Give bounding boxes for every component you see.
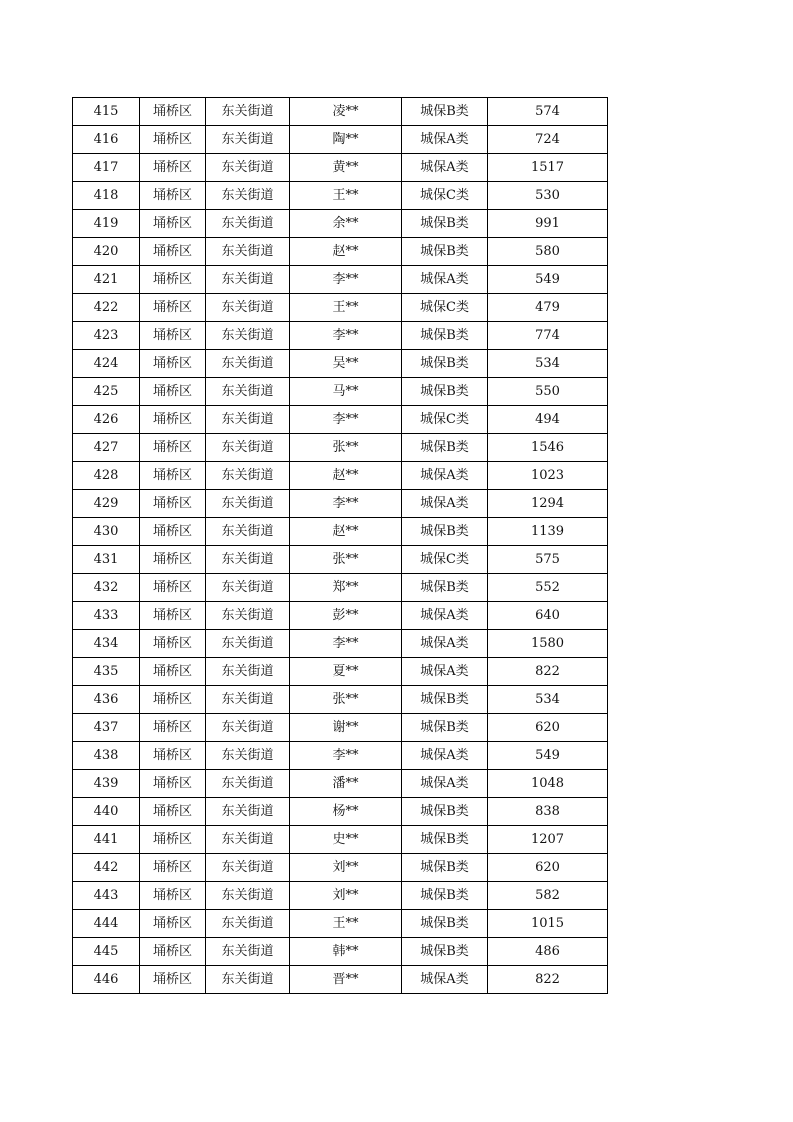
row-number-cell: 425: [73, 378, 140, 406]
amount-cell: 822: [488, 658, 608, 686]
street-cell: 东关街道: [206, 854, 290, 882]
district-cell: 埇桥区: [140, 350, 206, 378]
table-row: [73, 770, 608, 798]
name-cell: 赵**: [290, 462, 402, 490]
street-cell: 东关街道: [206, 98, 290, 126]
insurance-type-cell: 城保B类: [402, 518, 488, 546]
table-row: [73, 518, 608, 546]
insurance-type-cell: 城保B类: [402, 826, 488, 854]
row-number-cell: 426: [73, 406, 140, 434]
table-row: [73, 630, 608, 658]
row-number-cell: 421: [73, 266, 140, 294]
name-cell: 李**: [290, 630, 402, 658]
street-cell: 东关街道: [206, 294, 290, 322]
amount-cell: 1207: [488, 826, 608, 854]
row-number-cell: 415: [73, 98, 140, 126]
district-cell: 埇桥区: [140, 854, 206, 882]
insurance-type-cell: 城保B类: [402, 434, 488, 462]
table-row: [73, 714, 608, 742]
row-number-cell: 432: [73, 574, 140, 602]
insurance-type-cell: 城保A类: [402, 630, 488, 658]
district-cell: 埇桥区: [140, 518, 206, 546]
table-row: [73, 434, 608, 462]
table-row: [73, 266, 608, 294]
street-cell: 东关街道: [206, 322, 290, 350]
table-row: [73, 854, 608, 882]
insurance-type-cell: 城保A类: [402, 602, 488, 630]
table-row: [73, 966, 608, 994]
insurance-type-cell: 城保B类: [402, 938, 488, 966]
row-number-cell: 443: [73, 882, 140, 910]
district-cell: 埇桥区: [140, 490, 206, 518]
name-cell: 赵**: [290, 518, 402, 546]
row-number-cell: 417: [73, 154, 140, 182]
amount-cell: 1517: [488, 154, 608, 182]
street-cell: 东关街道: [206, 658, 290, 686]
insurance-type-cell: 城保C类: [402, 546, 488, 574]
amount-cell: 574: [488, 98, 608, 126]
district-cell: 埇桥区: [140, 602, 206, 630]
insurance-type-cell: 城保B类: [402, 350, 488, 378]
insurance-type-cell: 城保B类: [402, 238, 488, 266]
name-cell: 余**: [290, 210, 402, 238]
name-cell: 李**: [290, 266, 402, 294]
insurance-type-cell: 城保B类: [402, 882, 488, 910]
amount-cell: 774: [488, 322, 608, 350]
amount-cell: 549: [488, 742, 608, 770]
amount-cell: 479: [488, 294, 608, 322]
street-cell: 东关街道: [206, 434, 290, 462]
amount-cell: 838: [488, 798, 608, 826]
street-cell: 东关街道: [206, 630, 290, 658]
table-row: [73, 294, 608, 322]
district-cell: 埇桥区: [140, 238, 206, 266]
district-cell: 埇桥区: [140, 126, 206, 154]
district-cell: 埇桥区: [140, 826, 206, 854]
name-cell: 韩**: [290, 938, 402, 966]
name-cell: 史**: [290, 826, 402, 854]
name-cell: 王**: [290, 294, 402, 322]
district-cell: 埇桥区: [140, 742, 206, 770]
row-number-cell: 439: [73, 770, 140, 798]
row-number-cell: 442: [73, 854, 140, 882]
street-cell: 东关街道: [206, 686, 290, 714]
table-row: [73, 98, 608, 126]
name-cell: 郑**: [290, 574, 402, 602]
row-number-cell: 428: [73, 462, 140, 490]
table-row: [73, 210, 608, 238]
district-cell: 埇桥区: [140, 154, 206, 182]
name-cell: 夏**: [290, 658, 402, 686]
district-cell: 埇桥区: [140, 98, 206, 126]
district-cell: 埇桥区: [140, 938, 206, 966]
roster-table: [72, 97, 608, 994]
row-number-cell: 422: [73, 294, 140, 322]
table-row: [73, 238, 608, 266]
insurance-type-cell: 城保A类: [402, 742, 488, 770]
street-cell: 东关街道: [206, 154, 290, 182]
amount-cell: 582: [488, 882, 608, 910]
table-row: [73, 602, 608, 630]
amount-cell: 550: [488, 378, 608, 406]
street-cell: 东关街道: [206, 742, 290, 770]
amount-cell: 552: [488, 574, 608, 602]
insurance-type-cell: 城保C类: [402, 182, 488, 210]
name-cell: 凌**: [290, 98, 402, 126]
insurance-type-cell: 城保B类: [402, 798, 488, 826]
table-row: [73, 574, 608, 602]
amount-cell: 822: [488, 966, 608, 994]
street-cell: 东关街道: [206, 518, 290, 546]
amount-cell: 1546: [488, 434, 608, 462]
street-cell: 东关街道: [206, 378, 290, 406]
amount-cell: 575: [488, 546, 608, 574]
amount-cell: 580: [488, 238, 608, 266]
name-cell: 张**: [290, 434, 402, 462]
name-cell: 张**: [290, 546, 402, 574]
name-cell: 彭**: [290, 602, 402, 630]
roster-table-body: [73, 98, 608, 994]
table-row: [73, 406, 608, 434]
row-number-cell: 446: [73, 966, 140, 994]
street-cell: 东关街道: [206, 826, 290, 854]
street-cell: 东关街道: [206, 266, 290, 294]
table-row: [73, 154, 608, 182]
table-row: [73, 658, 608, 686]
street-cell: 东关街道: [206, 406, 290, 434]
row-number-cell: 424: [73, 350, 140, 378]
insurance-type-cell: 城保B类: [402, 910, 488, 938]
street-cell: 东关街道: [206, 938, 290, 966]
amount-cell: 1015: [488, 910, 608, 938]
amount-cell: 1023: [488, 462, 608, 490]
street-cell: 东关街道: [206, 882, 290, 910]
insurance-type-cell: 城保B类: [402, 686, 488, 714]
district-cell: 埇桥区: [140, 574, 206, 602]
row-number-cell: 418: [73, 182, 140, 210]
row-number-cell: 419: [73, 210, 140, 238]
table-row: [73, 742, 608, 770]
name-cell: 潘**: [290, 770, 402, 798]
amount-cell: 1580: [488, 630, 608, 658]
street-cell: 东关街道: [206, 966, 290, 994]
insurance-type-cell: 城保A类: [402, 490, 488, 518]
row-number-cell: 444: [73, 910, 140, 938]
table-row: [73, 910, 608, 938]
insurance-type-cell: 城保B类: [402, 322, 488, 350]
insurance-type-cell: 城保C类: [402, 294, 488, 322]
name-cell: 王**: [290, 910, 402, 938]
row-number-cell: 436: [73, 686, 140, 714]
table-row: [73, 350, 608, 378]
district-cell: 埇桥区: [140, 658, 206, 686]
amount-cell: 640: [488, 602, 608, 630]
district-cell: 埇桥区: [140, 266, 206, 294]
district-cell: 埇桥区: [140, 966, 206, 994]
street-cell: 东关街道: [206, 238, 290, 266]
street-cell: 东关街道: [206, 350, 290, 378]
table-row: [73, 882, 608, 910]
name-cell: 李**: [290, 406, 402, 434]
insurance-type-cell: 城保A类: [402, 966, 488, 994]
row-number-cell: 445: [73, 938, 140, 966]
street-cell: 东关街道: [206, 462, 290, 490]
row-number-cell: 420: [73, 238, 140, 266]
district-cell: 埇桥区: [140, 798, 206, 826]
insurance-type-cell: 城保A类: [402, 462, 488, 490]
district-cell: 埇桥区: [140, 630, 206, 658]
amount-cell: 1048: [488, 770, 608, 798]
district-cell: 埇桥区: [140, 294, 206, 322]
row-number-cell: 416: [73, 126, 140, 154]
name-cell: 陶**: [290, 126, 402, 154]
row-number-cell: 437: [73, 714, 140, 742]
table-row: [73, 686, 608, 714]
row-number-cell: 431: [73, 546, 140, 574]
row-number-cell: 429: [73, 490, 140, 518]
amount-cell: 534: [488, 350, 608, 378]
name-cell: 晋**: [290, 966, 402, 994]
amount-cell: 549: [488, 266, 608, 294]
street-cell: 东关街道: [206, 182, 290, 210]
table-row: [73, 182, 608, 210]
name-cell: 张**: [290, 686, 402, 714]
district-cell: 埇桥区: [140, 714, 206, 742]
name-cell: 黄**: [290, 154, 402, 182]
table-row: [73, 322, 608, 350]
street-cell: 东关街道: [206, 490, 290, 518]
street-cell: 东关街道: [206, 602, 290, 630]
name-cell: 马**: [290, 378, 402, 406]
row-number-cell: 427: [73, 434, 140, 462]
name-cell: 杨**: [290, 798, 402, 826]
name-cell: 王**: [290, 182, 402, 210]
amount-cell: 620: [488, 714, 608, 742]
street-cell: 东关街道: [206, 126, 290, 154]
insurance-type-cell: 城保B类: [402, 210, 488, 238]
district-cell: 埇桥区: [140, 770, 206, 798]
district-cell: 埇桥区: [140, 378, 206, 406]
street-cell: 东关街道: [206, 770, 290, 798]
insurance-type-cell: 城保A类: [402, 658, 488, 686]
row-number-cell: 435: [73, 658, 140, 686]
street-cell: 东关街道: [206, 798, 290, 826]
amount-cell: 620: [488, 854, 608, 882]
name-cell: 刘**: [290, 882, 402, 910]
insurance-type-cell: 城保A类: [402, 126, 488, 154]
insurance-type-cell: 城保B类: [402, 378, 488, 406]
insurance-type-cell: 城保A类: [402, 770, 488, 798]
district-cell: 埇桥区: [140, 686, 206, 714]
insurance-type-cell: 城保B类: [402, 98, 488, 126]
name-cell: 赵**: [290, 238, 402, 266]
amount-cell: 991: [488, 210, 608, 238]
amount-cell: 494: [488, 406, 608, 434]
table-row: [73, 490, 608, 518]
street-cell: 东关街道: [206, 210, 290, 238]
row-number-cell: 430: [73, 518, 140, 546]
name-cell: 李**: [290, 322, 402, 350]
district-cell: 埇桥区: [140, 182, 206, 210]
district-cell: 埇桥区: [140, 882, 206, 910]
district-cell: 埇桥区: [140, 546, 206, 574]
name-cell: 吴**: [290, 350, 402, 378]
district-cell: 埇桥区: [140, 210, 206, 238]
street-cell: 东关街道: [206, 546, 290, 574]
amount-cell: 1139: [488, 518, 608, 546]
table-row: [73, 798, 608, 826]
row-number-cell: 433: [73, 602, 140, 630]
district-cell: 埇桥区: [140, 910, 206, 938]
amount-cell: 724: [488, 126, 608, 154]
district-cell: 埇桥区: [140, 462, 206, 490]
row-number-cell: 438: [73, 742, 140, 770]
name-cell: 刘**: [290, 854, 402, 882]
insurance-type-cell: 城保C类: [402, 406, 488, 434]
table-row: [73, 126, 608, 154]
table-row: [73, 378, 608, 406]
table-row: [73, 938, 608, 966]
name-cell: 谢**: [290, 714, 402, 742]
amount-cell: 530: [488, 182, 608, 210]
insurance-type-cell: 城保B类: [402, 574, 488, 602]
street-cell: 东关街道: [206, 910, 290, 938]
district-cell: 埇桥区: [140, 434, 206, 462]
insurance-type-cell: 城保A类: [402, 154, 488, 182]
insurance-type-cell: 城保B类: [402, 854, 488, 882]
row-number-cell: 441: [73, 826, 140, 854]
district-cell: 埇桥区: [140, 322, 206, 350]
name-cell: 李**: [290, 490, 402, 518]
amount-cell: 486: [488, 938, 608, 966]
name-cell: 李**: [290, 742, 402, 770]
amount-cell: 534: [488, 686, 608, 714]
table-row: [73, 546, 608, 574]
row-number-cell: 440: [73, 798, 140, 826]
table-row: [73, 826, 608, 854]
table-row: [73, 462, 608, 490]
street-cell: 东关街道: [206, 574, 290, 602]
district-cell: 埇桥区: [140, 406, 206, 434]
insurance-type-cell: 城保A类: [402, 266, 488, 294]
insurance-type-cell: 城保B类: [402, 714, 488, 742]
row-number-cell: 434: [73, 630, 140, 658]
row-number-cell: 423: [73, 322, 140, 350]
street-cell: 东关街道: [206, 714, 290, 742]
amount-cell: 1294: [488, 490, 608, 518]
